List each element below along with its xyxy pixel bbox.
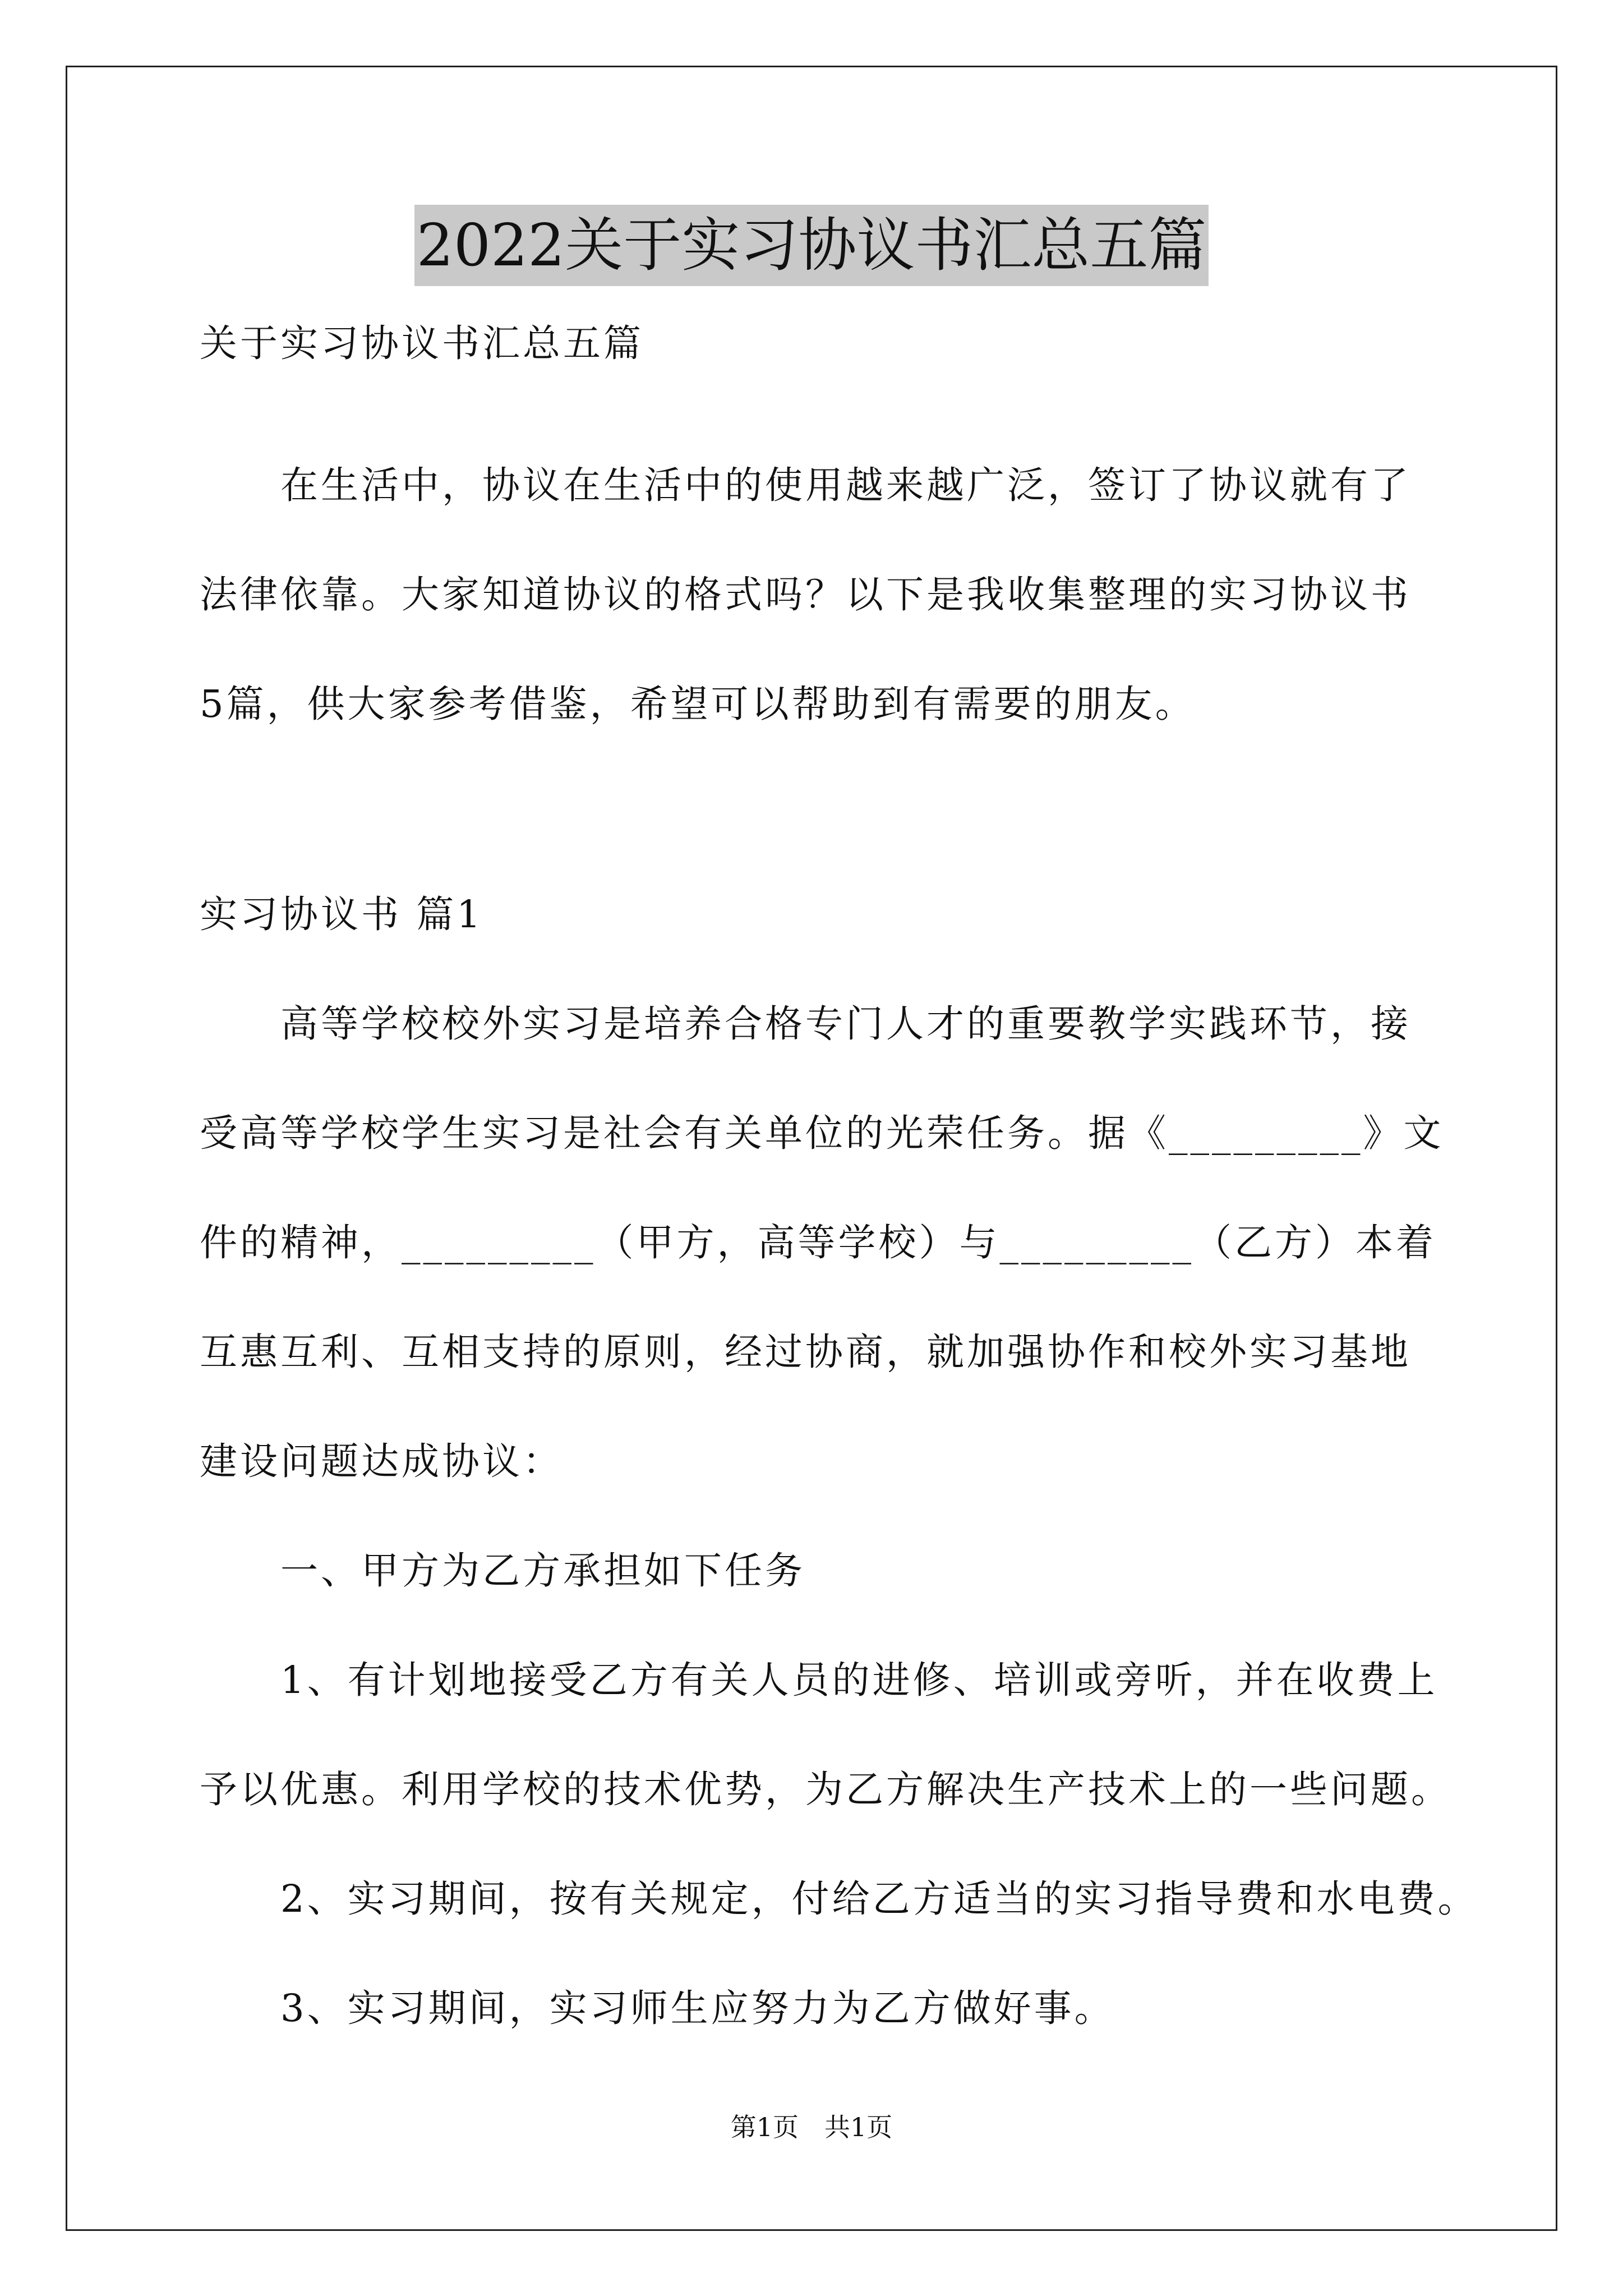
paragraph-line: 一、甲方为乙方承担如下任务 (280, 1549, 805, 1593)
paragraph-line: 件的精神，_________（甲方，高等学校）与_________（乙方）本着 (200, 1221, 1436, 1264)
paragraph-line: 法律依靠。大家知道协议的格式吗？以下是我收集整理的实习协议书 (200, 573, 1411, 616)
paragraph-line: 3、实习期间，实习师生应努力为乙方做好事。 (280, 1986, 1115, 2030)
subtitle-line: 关于实习协议书汇总五篇 (200, 321, 644, 365)
page-footer: 第1页 共1页 (730, 2112, 893, 2142)
paragraph-line: 予以优惠。利用学校的技术优势，为乙方解决生产技术上的一些问题。 (200, 1768, 1451, 1811)
paragraph-line: 高等学校校外实习是培养合格专门人才的重要教学实践环节，接 (280, 1002, 1411, 1046)
paragraph-line: 互惠互利、互相支持的原则，经过协商，就加强协作和校外实习基地 (200, 1330, 1411, 1374)
paragraph-line: 建设问题达成协议： (200, 1439, 563, 1483)
paragraph-line: 1、有计划地接受乙方有关人员的进修、培训或旁听，并在收费上 (280, 1658, 1438, 1702)
paragraph-line: 2、实习期间，按有关规定，付给乙方适当的实习指导费和水电费。 (280, 1877, 1478, 1921)
document-title (0, 205, 1623, 286)
document-title-text: 2022关于实习协议书汇总五篇 (414, 205, 1209, 286)
paragraph-line: 在生活中，协议在生活中的使用越来越广泛，签订了协议就有了 (280, 463, 1411, 507)
section-heading: 实习协议书 篇1 (200, 892, 483, 936)
paragraph-line: 5篇，供大家参考借鉴，希望可以帮助到有需要的朋友。 (200, 682, 1196, 726)
paragraph-line: 受高等学校学生实习是社会有关单位的光荣任务。据《_________》文 (200, 1111, 1444, 1155)
